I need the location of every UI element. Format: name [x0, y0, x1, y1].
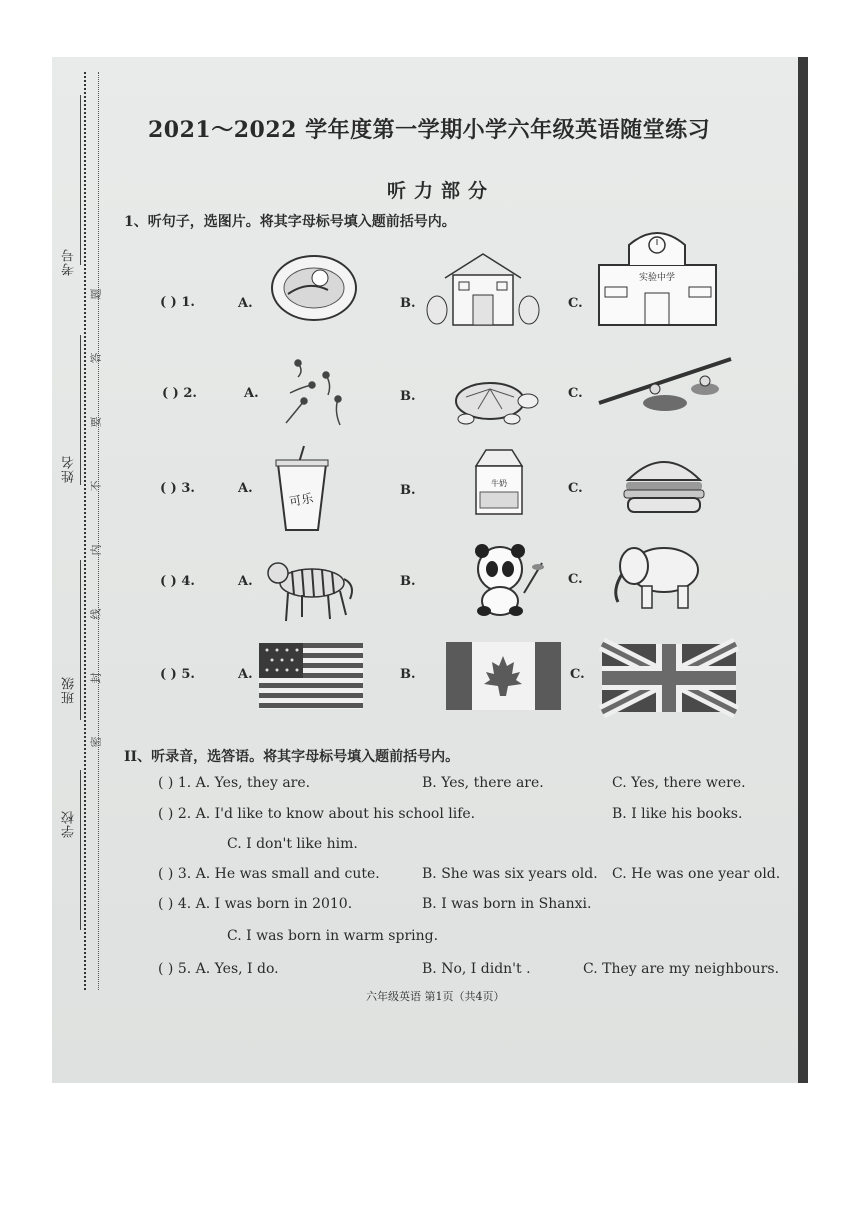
binding-dotted-line-inner	[98, 72, 99, 990]
s1-q1-option-b: B.	[400, 296, 416, 311]
warning-char: 内	[89, 544, 103, 556]
s2-question-1-a: ( ) 1. A. Yes, they are.	[158, 775, 311, 791]
tadpoles-icon	[268, 355, 353, 430]
cola-cup-text: 可乐	[288, 491, 315, 510]
s2-question-5-c: C. They are my neighbours.	[583, 961, 780, 977]
s1-q4-option-a: A.	[238, 574, 253, 589]
usa-flag-icon	[259, 643, 363, 709]
school-label: 学校	[62, 810, 77, 838]
uk-flag-icon	[602, 644, 736, 712]
s1-q4-option-c: C.	[568, 572, 583, 587]
s1-q3-option-b: B.	[400, 483, 416, 498]
exam-number-line	[80, 95, 81, 265]
exam-number-label: 考号	[62, 248, 77, 276]
warning-char: 封	[89, 672, 103, 684]
binding-dotted-line-outer	[84, 72, 86, 990]
cola-cup-icon	[272, 444, 332, 534]
s1-q5-option-a: A.	[238, 667, 253, 682]
tiger-icon	[262, 555, 357, 625]
milk-carton-icon	[468, 448, 528, 516]
warning-char: 不	[89, 480, 103, 492]
s1-q5-option-c: C.	[570, 667, 585, 682]
school-icon	[595, 225, 720, 327]
class-label: 班级	[62, 676, 77, 704]
warning-char: 要	[89, 416, 103, 428]
s2-question-4-b: B. I was born in Shanxi.	[422, 896, 592, 912]
s1-q1-option-c: C.	[568, 296, 583, 311]
panda-icon	[468, 543, 548, 618]
s2-question-2-b: B. I like his books.	[612, 806, 743, 822]
house-icon	[425, 250, 540, 328]
name-label: 姓名	[62, 455, 77, 483]
section1-heading: 1、听句子，选图片。将其字母标号填入题前括号内。	[124, 214, 456, 230]
warning-char: 线	[89, 608, 103, 620]
s1-question-5-number: ( ) 5.	[160, 667, 195, 682]
warning-char: 答	[89, 352, 103, 364]
s1-q2-option-a: A.	[244, 386, 259, 401]
canada-flag-icon	[446, 642, 561, 710]
warning-char: 密	[89, 736, 103, 748]
section2-heading: II、听录音，选答语。将其字母标号填入题前括号内。	[124, 749, 460, 765]
elephant-icon	[608, 540, 708, 612]
paper-edge-shadow	[798, 57, 808, 1083]
s2-question-5-b: B. No, I didn't .	[422, 961, 531, 977]
s2-question-5-a: ( ) 5. A. Yes, I do.	[158, 961, 279, 977]
milk-carton-text: 牛奶	[491, 479, 507, 488]
s1-q3-option-c: C.	[568, 481, 583, 496]
s1-question-2-number: ( ) 2.	[162, 386, 197, 401]
page-title: 2021～2022 学年度第一学期小学六年级英语随堂练习	[148, 117, 711, 143]
s2-question-2-c: C. I don't like him.	[227, 836, 358, 852]
hamburger-icon	[620, 450, 708, 518]
class-line	[80, 560, 81, 720]
s1-q3-option-a: A.	[238, 481, 253, 496]
s2-question-3-a: ( ) 3. A. He was small and cute.	[158, 866, 380, 882]
s2-question-3-c: C. He was one year old.	[612, 866, 781, 882]
page-footer: 六年级英语 第1页（共4页）	[366, 990, 505, 1003]
s2-question-4-a: ( ) 4. A. I was born in 2010.	[158, 896, 353, 912]
s1-question-3-number: ( ) 3.	[160, 481, 195, 496]
school-line	[80, 770, 81, 930]
baby-icon	[268, 250, 363, 325]
s2-question-4-c: C. I was born in warm spring.	[227, 928, 439, 944]
s1-q1-option-a: A.	[238, 296, 253, 311]
s2-question-3-b: B. She was six years old.	[422, 866, 598, 882]
turtle-icon	[440, 375, 540, 430]
school-sign-text: 实验中学	[638, 273, 676, 283]
s1-q4-option-b: B.	[400, 574, 416, 589]
s1-q2-option-c: C.	[568, 386, 583, 401]
s1-question-4-number: ( ) 4.	[160, 574, 195, 589]
s2-question-1-c: C. Yes, there were.	[612, 775, 746, 791]
s2-question-2-a: ( ) 2. A. I'd like to know about his school life.	[158, 806, 476, 822]
s1-question-1-number: ( ) 1.	[160, 295, 195, 310]
s2-question-1-b: B. Yes, there are.	[422, 775, 544, 791]
warning-char: 题	[89, 288, 103, 300]
s1-q5-option-b: B.	[400, 667, 416, 682]
s1-q2-option-b: B.	[400, 389, 416, 404]
section-title: 听力部分	[387, 180, 496, 202]
frogs-icon	[595, 355, 735, 415]
name-line	[80, 335, 81, 485]
